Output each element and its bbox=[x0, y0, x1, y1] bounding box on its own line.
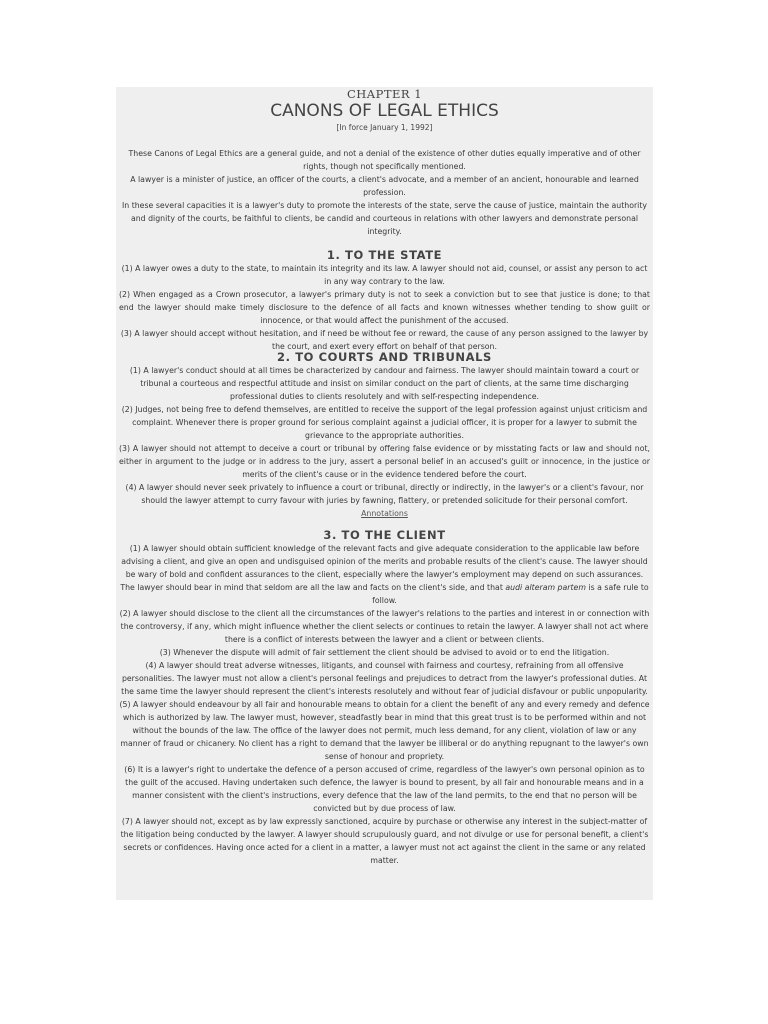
client-paragraph-text: (1) A lawyer should obtain sufficient knowledge of the relevant facts and give adequate consideration to the applicable law before advising a client, and give an open and undisguised opinion of the merits and probable results of the client's cause. The lawyer should be wary of bold and confident assurances to the client, especially where the lawyer's employment may depend on such assurances. The lawyer should bear in mind that seldom are all the law and facts on the client's side, and that bbox=[120, 544, 648, 592]
document-page bbox=[116, 87, 653, 900]
intro-paragraph: In these several capacities it is a lawyer's duty to promote the interests of the state, serve the cause of justice, maintain the authority and dignity of the courts, be faithful to clients, be candid and courteous in relations with other lawyers and demonstrate personal integrity. bbox=[121, 201, 648, 236]
courts-paragraph: (2) Judges, not being free to defend themselves, are entitled to receive the support of the legal profession against unjust criticism and complaint. Whenever there is proper ground for serious complaint against a judicial officer, it is proper for a lawyer to submit the grievance to the appropriate authorities. bbox=[121, 405, 648, 440]
section-heading-state: 1. TO THE STATE bbox=[326, 248, 443, 262]
client-paragraph: (6) It is a lawyer's right to undertake the defence of a person accused of crime, regardless of the lawyer's own personal opinion as to the guilt of the accused. Having undertaken such defence, the lawyer is bound to present, by all fair and honourable means and in a manner consistent with the client's instructions, every defence that the law of the land permits, to the end that no person will be convicted but by due process of law. bbox=[124, 765, 645, 813]
client-paragraph-text: is a safe rule to follow. bbox=[372, 583, 649, 605]
state-paragraph: (2) When engaged as a Crown prosecutor, a lawyer's primary duty is not to seek a conviction but to see that justice is done; to that end the lawyer should make timely disclosure to the defence of all facts and known witnesses whether tending to show guilt or innocence, or that would affect the punishment of the accused. bbox=[119, 290, 650, 325]
annotations-link[interactable]: Annotations bbox=[361, 509, 408, 518]
in-force-note: [In force January 1, 1992] bbox=[336, 123, 433, 132]
intro-paragraph: These Canons of Legal Ethics are a general guide, and not a denial of the existence of other duties equally imperative and of other rights, though not specifically mentioned. bbox=[128, 149, 641, 171]
client-paragraph: (5) A lawyer should endeavour by all fair and honourable means to obtain for a client the benefit of any and every remedy and defence which is authorized by law. The lawyer must, however, steadfastly bear in mind that this great trust is to be performed within and not without the bounds of the law. The office of the lawyer does not permit, much less demand, for any client, violation of law or any manner of fraud or chicanery. No client has a right to demand that the lawyer be illiberal or do anything repugnant to the lawyer's own sense of honour and propriety. bbox=[119, 700, 650, 761]
state-paragraph: (1) A lawyer owes a duty to the state, to maintain its integrity and its law. A lawyer should not aid, counsel, or assist any person to act in any way contrary to the law. bbox=[121, 264, 648, 286]
client-paragraph: (3) Whenever the dispute will admit of fair settlement the client should be advised to avoid or to end the litigation. bbox=[159, 648, 610, 657]
client-paragraph: (7) A lawyer should not, except as by law expressly sanctioned, acquire by purchase or otherwise any interest in the subject-matter of the litigation being conducted by the lawyer. A lawyer should scrupulously guard, and not divulge or use for personal benefit, a client's secrets or confidences. Having once acted for a client in a matter, a lawyer must not act against the client in the same or any related matter. bbox=[120, 817, 649, 865]
state-paragraph: (3) A lawyer should accept without hesitation, and if need be without fee or reward, the cause of any person assigned to the lawyer by the court, and exert every effort on behalf of that person. bbox=[120, 329, 649, 351]
section-heading-courts: 2. TO COURTS AND TRIBUNALS bbox=[277, 350, 492, 364]
chapter-label: CHAPTER 1 bbox=[346, 87, 423, 101]
client-paragraph bbox=[119, 542, 650, 607]
latin-phrase: audi alteram partem bbox=[505, 583, 586, 592]
document-title: CANONS OF LEGAL ETHICS bbox=[270, 101, 499, 121]
client-paragraph: (2) A lawyer should disclose to the client all the circumstances of the lawyer's relations to the parties and interest in or connection with the controversy, if any, which might influence whether the client selects or continues to retain the lawyer. A lawyer shall not act where there is a conflict of interests between the lawyer and a client or between clients. bbox=[119, 609, 650, 644]
courts-paragraph: (4) A lawyer should never seek privately to influence a court or tribunal, directly or indirectly, in the lawyer's or a client's favour, nor should the lawyer attempt to curry favour with juries by fawning, flattery, or pretended solicitude for their personal comfort. bbox=[125, 483, 644, 505]
courts-paragraph: (3) A lawyer should not attempt to deceive a court or tribunal by offering false evidence or by misstating facts or law and should not, either in argument to the judge or in address to the jury, assert a personal belief in an accused's guilt or innocence, in the justice or merits of the client's cause or in the evidence tendered before the court. bbox=[119, 444, 650, 479]
intro-paragraph: A lawyer is a minister of justice, an officer of the courts, a client's advocate, and a member of an ancient, honourable and learned profession. bbox=[130, 175, 639, 197]
client-paragraph: (4) A lawyer should treat adverse witnesses, litigants, and counsel with fairness and courtesy, refraining from all offensive personalities. The lawyer must not allow a client's personal feelings and prejudices to detract from the lawyer's professional duties. At the same time the lawyer should represent the client's interests resolutely and without fear of judicial disfavour or public unpopularity. bbox=[121, 661, 648, 696]
section-heading-client: 3. TO THE CLIENT bbox=[323, 528, 446, 542]
courts-paragraph: (1) A lawyer's conduct should at all times be characterized by candour and fairness. The lawyer should maintain toward a court or tribunal a courteous and respectful attitude and insist on similar conduct on the part of clients, at the same time discharging professional duties to clients resolutely and with self-respecting independence. bbox=[129, 366, 640, 401]
